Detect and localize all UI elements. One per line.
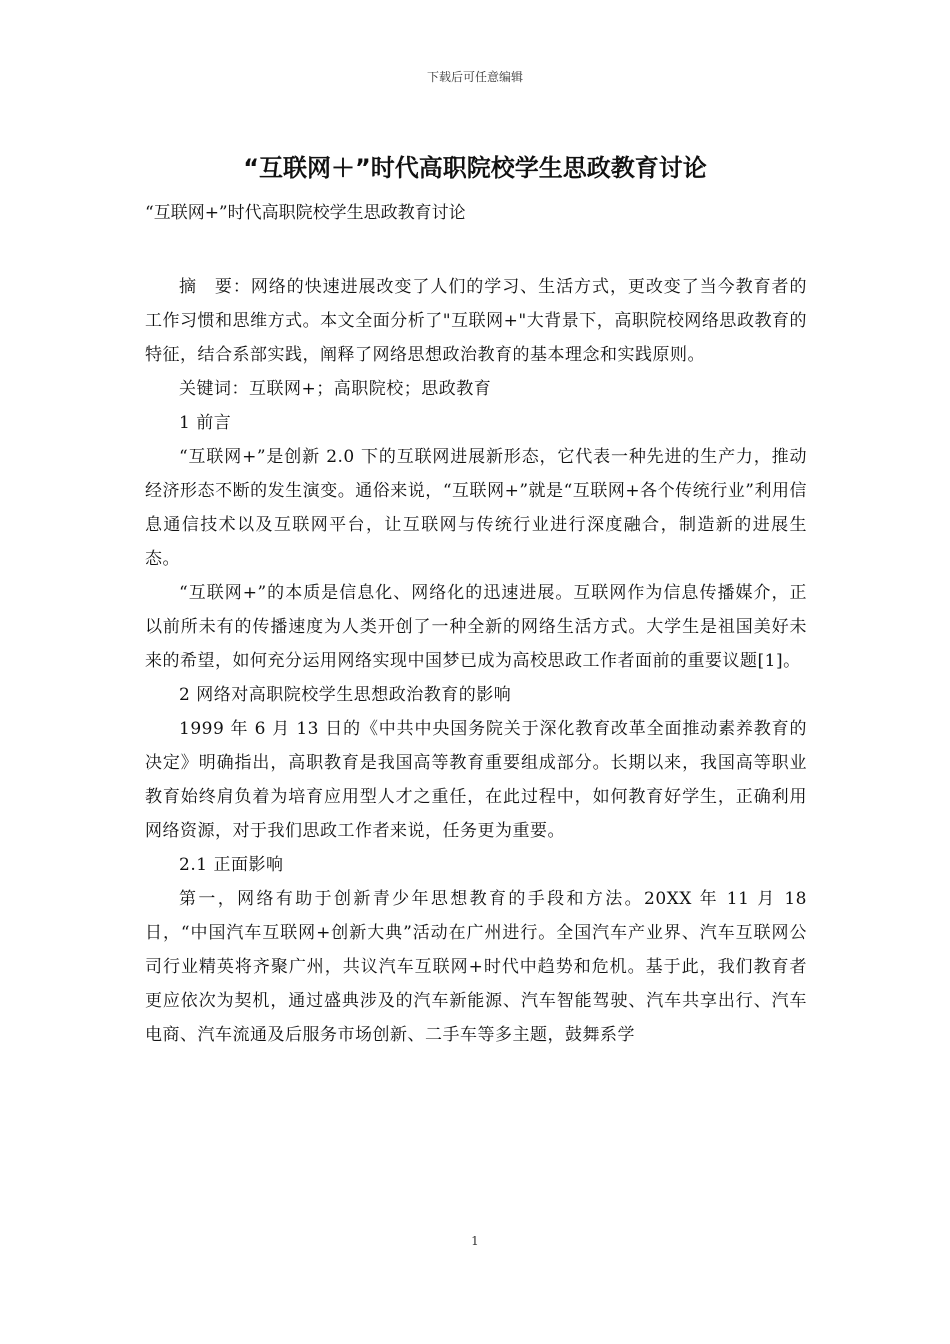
body-paragraph: 1999 年 6 月 13 日的《中共中央国务院关于深化教育改革全面推动素养教育的决定》明确指出，高职教育是我国高等教育重要组成部分。长期以来，我国高等职业教育始终肩负着为培育应用型人才之重任，在此过程中，如何教育好学生，正确利用网络资源，对于我们思政工作者来说，任务更为重要。 (145, 719, 807, 841)
document-title: “互联网＋”时代高职院校学生思政教育讨论 (243, 154, 707, 182)
keywords-paragraph: 关键词：互联网+；高职院校；思政教育 (179, 379, 492, 399)
document-subtitle: “互联网+”时代高职院校学生思政教育讨论 (145, 203, 466, 223)
section-heading-influence: 2 网络对高职院校学生思想政治教育的影响 (179, 685, 512, 705)
page-number: 1 (471, 1234, 479, 1248)
subsection-heading-positive: 2.1 正面影响 (179, 855, 284, 875)
section-heading-introduction: 1 前言 (179, 413, 232, 433)
abstract-paragraph: 摘 要：网络的快速进展改变了人们的学习、生活方式，更改变了当今教育者的工作习惯和思维方式。本文全面分析了"互联网+"大背景下，高职院校网络思政教育的特征，结合系部实践，阐释了网络思想政治教育的基本理念和实践原则。 (145, 277, 807, 365)
body-paragraph: 第一，网络有助于创新青少年思想教育的手段和方法。20XX 年 11 月 18 日，“中国汽车互联网+创新大典”活动在广州进行。全国汽车产业界、汽车互联网公司行业精英将齐聚广州，共议汽车互联网+时代中趋势和危机。基于此，我们教育者更应依次为契机，通过盛典涉及的汽车新能源、汽车智能驾驶、汽车共享出行、汽车电商、汽车流通及后服务市场创新、二手车等多主题，鼓舞系学 (145, 889, 807, 1045)
document-body (145, 270, 807, 1052)
body-paragraph: “互联网+”的本质是信息化、网络化的迅速进展。互联网作为信息传播媒介，正以前所未有的传播速度为人类开创了一种全新的网络生活方式。大学生是祖国美好未来的希望，如何充分运用网络实现中国梦已成为高校思政工作者面前的重要议题[1]。 (145, 583, 807, 671)
header-note: 下载后可任意编辑 (426, 70, 523, 84)
body-paragraph: “互联网+”是创新 2.0 下的互联网进展新形态，它代表一种先进的生产力，推动经济形态不断的发生演变。通俗来说，“互联网+”就是“互联网+各个传统行业”利用信息通信技术以及互联网平台，让互联网与传统行业进行深度融合，制造新的进展生态。 (145, 447, 807, 569)
